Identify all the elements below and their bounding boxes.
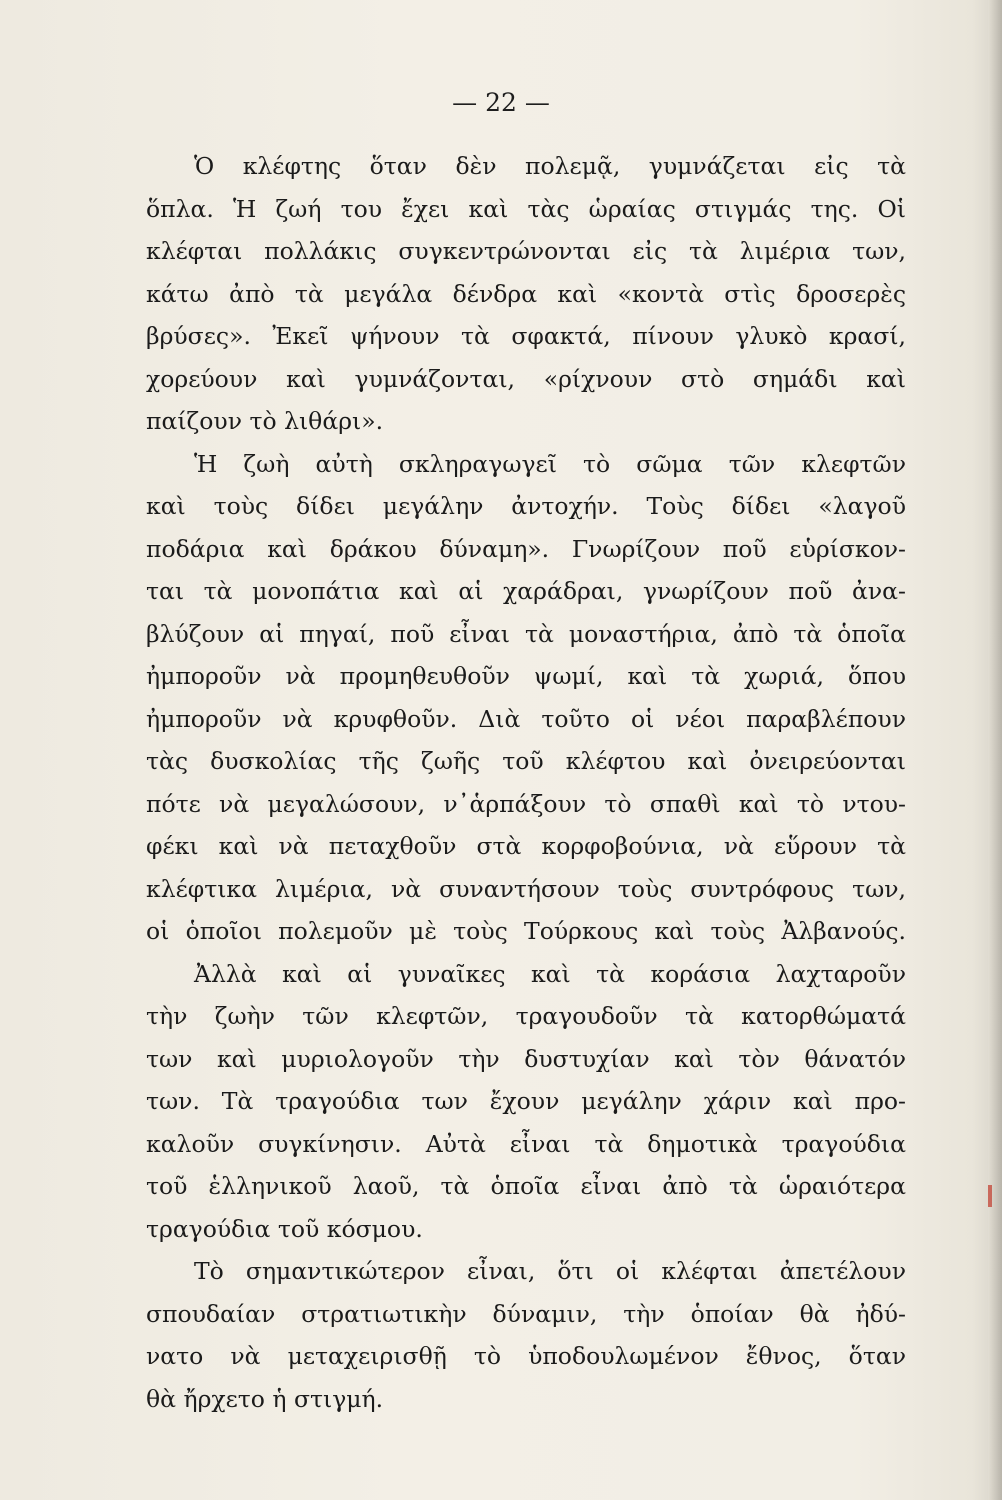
text-line: χορεύουν καὶ γυμνάζονται, «ρίχνουν στὸ σημάδι καὶ: [146, 364, 906, 393]
text-line: πότε νὰ μεγαλώσουν, ν᾿ἁρπάξουν τὸ σπαθὶ καὶ τὸ ντου-: [146, 789, 906, 818]
edge-mark: [988, 1185, 992, 1207]
text-line: κλέφτικα λιμέρια, νὰ συναντήσουν τοὺς συντρόφους των,: [146, 874, 906, 903]
text-line: τοῦ ἑλληνικοῦ λαοῦ, τὰ ὁποῖα εἶναι ἀπὸ τὰ ὡραιότερα: [146, 1172, 906, 1200]
page-binding-edge: [988, 0, 1002, 1500]
text-line: των καὶ μυριολογοῦν τὴν δυστυχίαν καὶ τὸν θάνατόν: [146, 1044, 906, 1073]
text-line: καλοῦν συγκίνησιν. Αὐτὰ εἶναι τὰ δημοτικὰ τραγούδια: [146, 1129, 906, 1158]
text-line: ἠμποροῦν νὰ προμηθευθοῦν ψωμί, καὶ τὰ χωριά, ὅπου: [146, 662, 906, 690]
text-line: ἠμποροῦν νὰ κρυφθοῦν. Διὰ τοῦτο οἱ νέοι παραβλέπουν: [146, 704, 906, 733]
text-line: τὴν ζωὴν τῶν κλεφτῶν, τραγουδοῦν τὰ κατορθώματά: [146, 1002, 906, 1030]
text-line: Ἡ ζωὴ αὐτὴ σκληραγωγεῖ τὸ σῶμα τῶν κλεφτῶν: [194, 449, 906, 478]
text-line: σπουδαίαν στρατιωτικὴν δύναμιν, τὴν ὁποίαν θὰ ἠδύ-: [146, 1299, 906, 1328]
page-number: — 22 —: [452, 88, 550, 117]
text-line: κάτω ἀπὸ τὰ μεγάλα δένδρα καὶ «κοντὰ στὶς δροσερὲς: [146, 279, 906, 308]
text-line: των. Τὰ τραγούδια των ἔχουν μεγάλην χάριν καὶ προ-: [146, 1087, 906, 1115]
text-line: βλύζουν αἱ πηγαί, ποῦ εἶναι τὰ μοναστήρια, ἀπὸ τὰ ὁποῖα: [146, 619, 906, 648]
text-line: νατο νὰ μεταχειρισθῇ τὸ ὑποδουλωμένον ἔθνος, ὅταν: [146, 1342, 906, 1370]
text-line: τὰς δυσκολίας τῆς ζωῆς τοῦ κλέφτου καὶ ὀνειρεύονται: [146, 747, 906, 775]
text-line: ὅπλα. Ἡ ζωή του ἔχει καὶ τὰς ὡραίας στιγμάς της. Οἱ: [146, 194, 906, 223]
text-line: θὰ ἤρχετο ἡ στιγμή.: [146, 1384, 384, 1413]
text-line: κλέφται πολλάκις συγκεντρώνονται εἰς τὰ λιμέρια των,: [146, 237, 906, 265]
text-line: οἱ ὁποῖοι πολεμοῦν μὲ τοὺς Τούρκους καὶ τοὺς Ἀλβανούς.: [146, 917, 906, 945]
text-line: Ὁ κλέφτης ὅταν δὲν πολεμᾷ, γυμνάζεται εἰς τὰ: [194, 152, 906, 180]
text-line: ται τὰ μονοπάτια καὶ αἱ χαράδραι, γνωρίζουν ποῦ ἀνα-: [146, 577, 906, 605]
text-body: [146, 145, 906, 1420]
text-line: ποδάρια καὶ δράκου δύναμη». Γνωρίζουν ποῦ εὑρίσκον-: [146, 534, 906, 563]
text-line: Ἀλλὰ καὶ αἱ γυναῖκες καὶ τὰ κοράσια λαχταροῦν: [194, 959, 906, 988]
text-line: φέκι καὶ νὰ πεταχθοῦν στὰ κορφοβούνια, νὰ εὕρουν τὰ: [146, 832, 906, 860]
text-line: βρύσες». Ἐκεῖ ψήνουν τὰ σφακτά, πίνουν γλυκὸ κρασί,: [146, 322, 906, 350]
text-line: καὶ τοὺς δίδει μεγάλην ἀντοχήν. Τοὺς δίδει «λαγοῦ: [146, 492, 906, 520]
text-line: Τὸ σημαντικώτερον εἶναι, ὅτι οἱ κλέφται ἀπετέλουν: [194, 1257, 906, 1285]
text-line: παίζουν τὸ λιθάρι».: [146, 407, 384, 435]
text-line: τραγούδια τοῦ κόσμου.: [146, 1214, 423, 1243]
